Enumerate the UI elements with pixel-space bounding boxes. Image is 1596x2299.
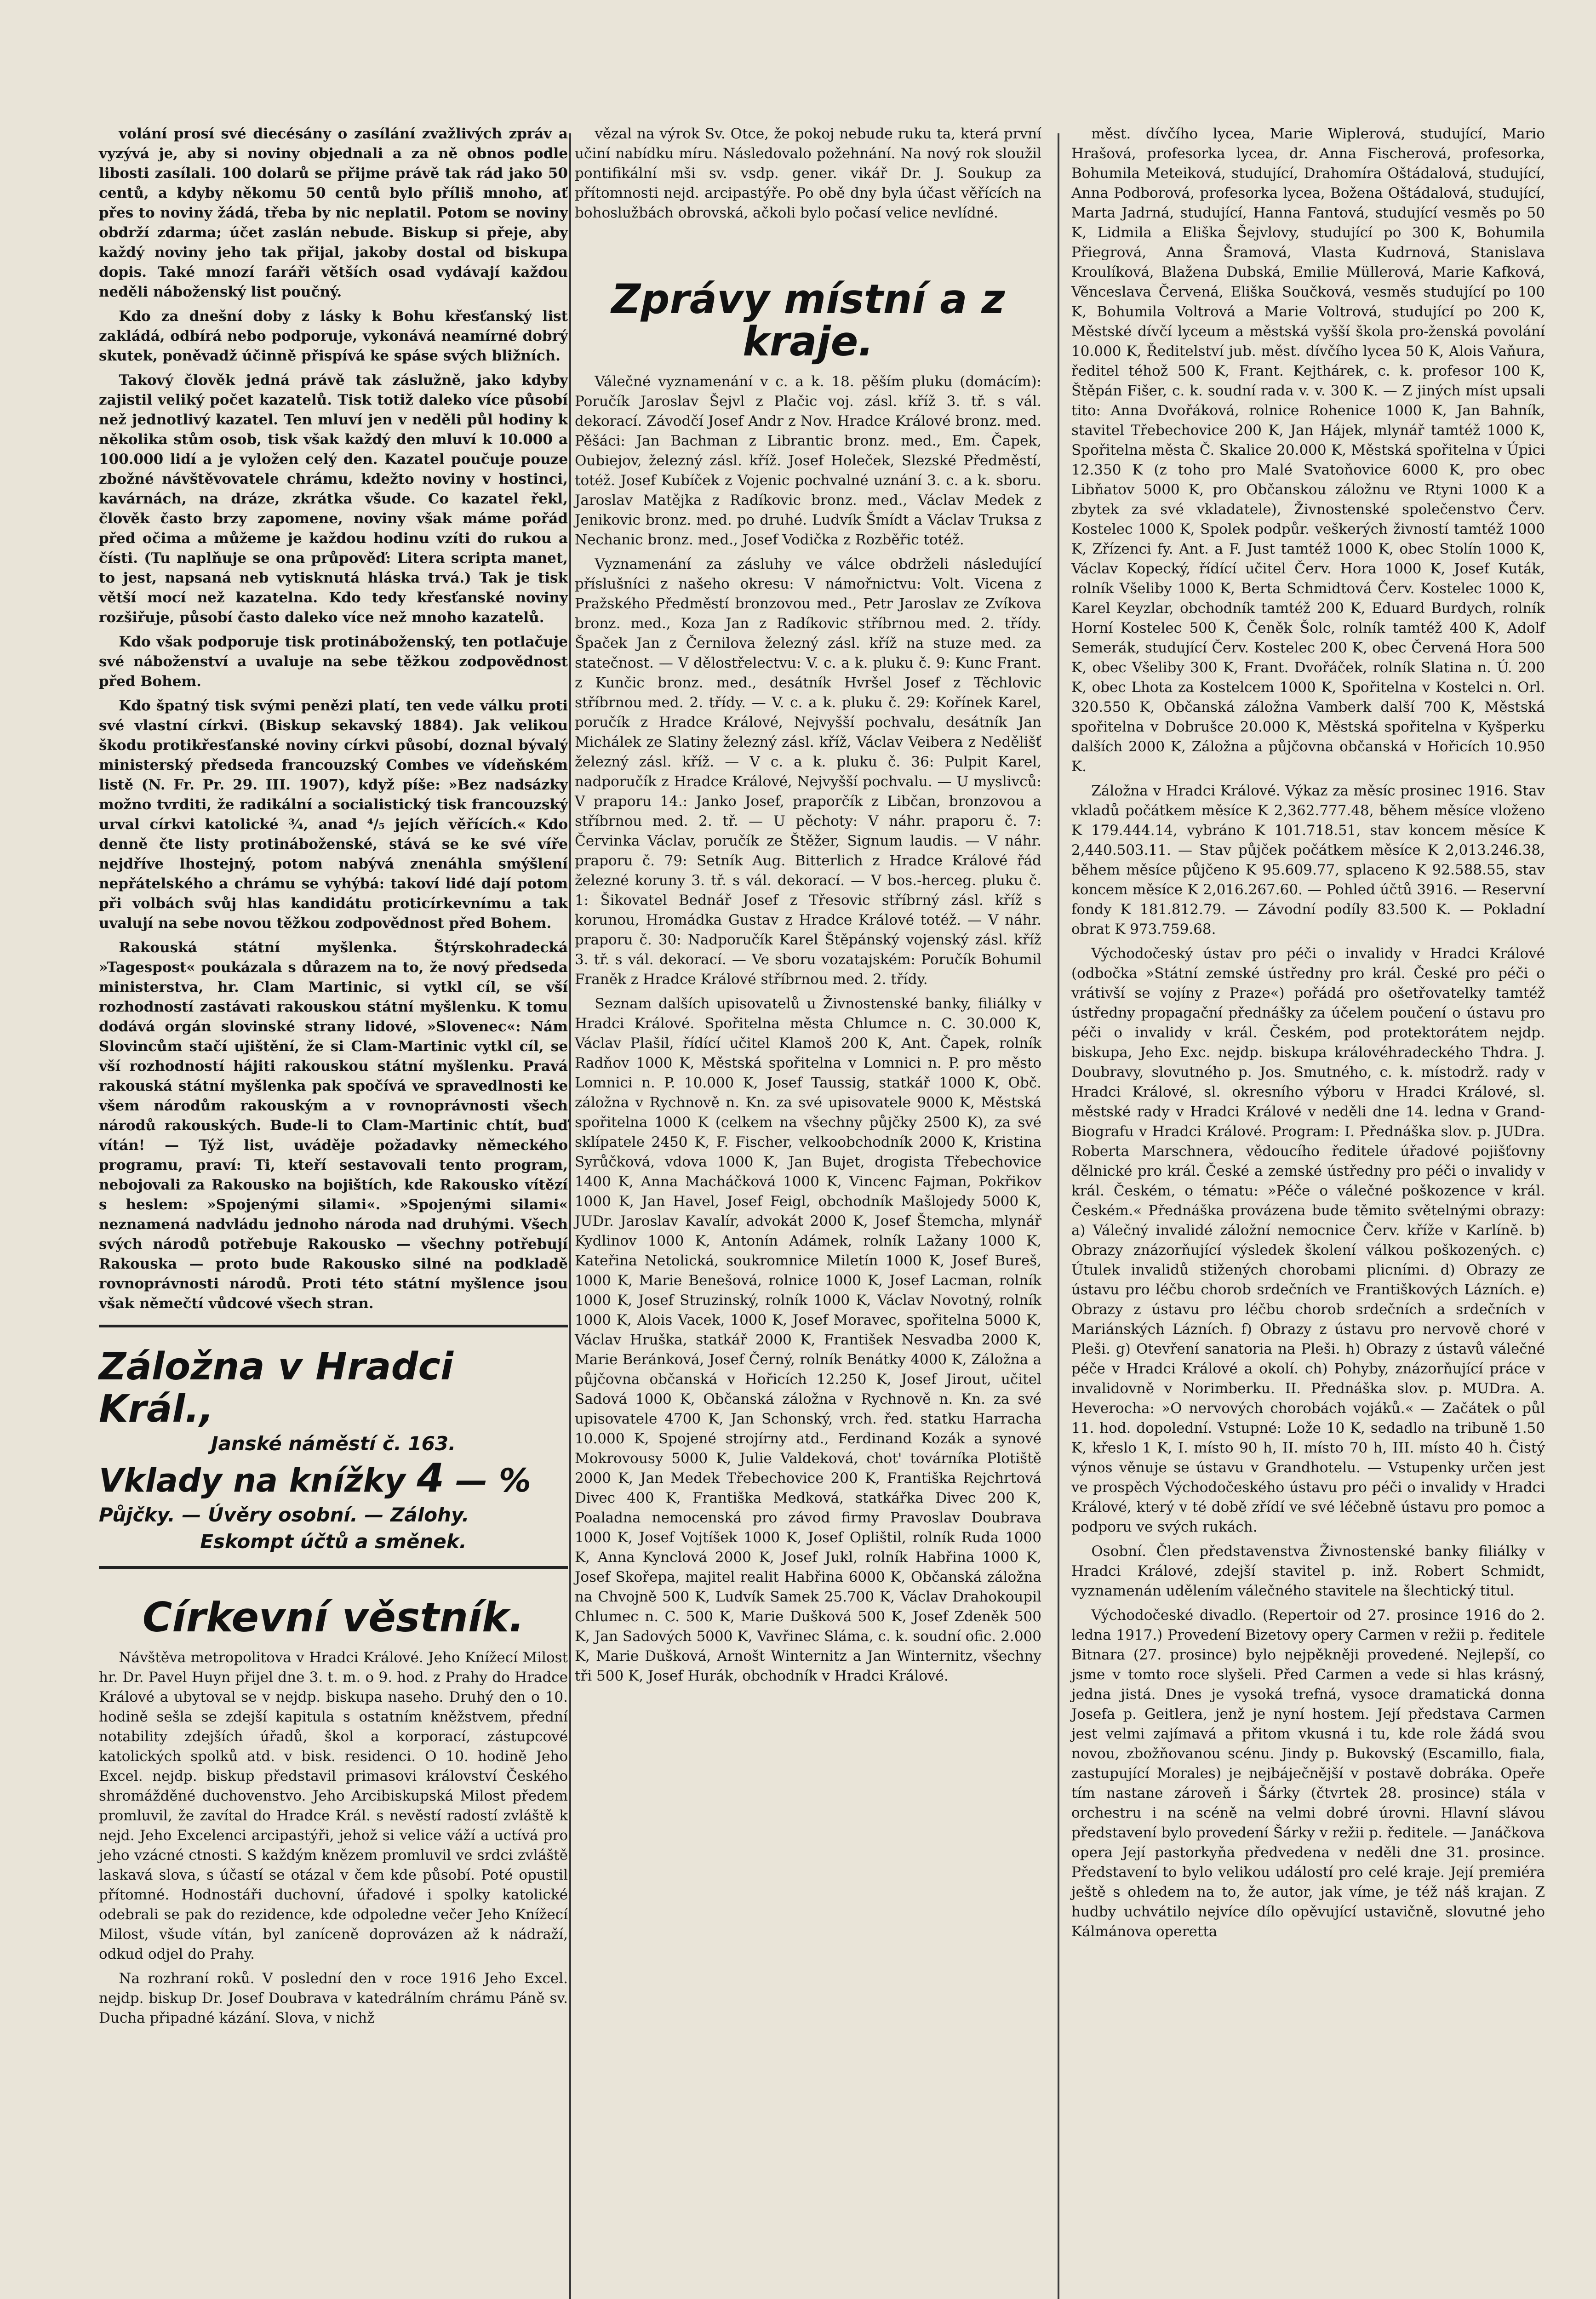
article-paragraph: Východočeské divadlo. (Repertoir od 27. prosince 1916 do 2. ledna 1917.) Provedení Bizetovy opery Carmen v režii p. ředitele Bitnara (27. prosince) bylo nejpěkněji provedené. Nejlepší, co jsme v tomto roce slyšeli. Před Carmen a vede si hlas krásný, jedna jistá. Dnes je vysoká trefná, vysoce dramatická donna Josefa p. Geitlera, jenž je nyní hostem. Její představa Carmen jest velmi zajímavá a přitom vkusná i tu, kde role žádá svou novou, zbožňovanou scénu. Jindy p. Bukovský (Escamillo, fiala, zastupující Morales) je nejbáječnější v postavě dobráka. Opeře tím nastane zároveň i Šárky (čtvrtek 28. prosince) stála v orchestru i na scéně na velmi dobré úrovni. Hlavní slávou představení bylo provedení Šárky v režii p. ředitele. — Janáčkova opera Její pastorkyňa předvedena v neděli dne 31. prosince. Představení to bylo velikou událostí pro celé kraje. Její premiéra ještě s ohledem na to, že autor, jak víme, je též náš krajan. Z hudby uchvátilo nejvíce dílo opěvující ustavičně, slovutné jeho Kálmánova operetta — [1071, 1607, 1545, 1940]
article-paragraph: Osobní. Člen představenstva Živnostenské banky filiálky v Hradci Králové, zdejší stavitel p. inž. Robert Schmidt, vyznamenán udělením válečného stavitele na šlechtický titul. — [1071, 1543, 1545, 1599]
column-rule — [569, 133, 571, 2299]
bank-advertisement — [99, 1346, 568, 1555]
column-1 — [99, 124, 568, 2033]
divider — [99, 1325, 568, 1327]
article-paragraph: Vyznamenání za zásluhy ve válce obdrželi následující příslušníci z našeho okresu: V námořnictvu: Volt. Vicena z Pražského Předměstí bronzovou med., Petr Jaroslav ze Zvíkova bronz. med., Koza Jan z Radíkovic stříbrnou med. 2. třídy. Špaček Jan z Černilova železný zásl. kříž na stuze med. za statečnost. — V dělostřelectvu: V. c. a k. pluku č. 9: Kunc Frant. z Kunčic bronz. med., desátník Hvršel Josef z Těchlovic stříbrnou med. 2. třídy. — V. c. a k. pluku č. 29: Kořínek Karel, poručík z Hradce Králové, Nejvyšší pochvalu, desátník Jan Michálek ze Slatiny železný zásl. kříž, Václav Veibera z Nedělišť železný zásl. kříž. — V c. a k. pluku č. 36: Pulpit Karel, nadporučík z Hradce Králové, Nejvyšší pochvalu. — U myslivců: V praporu 14.: Janko Josef, praporčík z Libčan, bronzovou a stříbrnou med. 2. tř. — U pěchoty: V náhr. praporu č. 7: Červinka Václav, poručík ze Štěžer, Signum laudis. — V náhr. praporu č. 79: Setník Aug. Bitterlich z Hradce Králové řád železné koruny 3. tř. s vál. dekorací. — V bos.-herceg. pluku č. 1: Šikovatel Bednář Josef z Třesovic stříbrný zásl. kříž s korunou, Hromádka Gustav z Hradce Králové totéž. — V náhr. praporu č. 30: Nadporučík Karel Štěpánský vojenský zásl. kříž 3. tř. s vál. dekorací. — Ve sboru vozatajském: Poručík Bohumil Franěk z Hradce Králové stříbrnou med. 2. třídy. — [575, 556, 1041, 988]
ad-discount: Eskompt účtů a směnek. — [200, 1530, 467, 1553]
ad-bank-name: Záložna v Hradci Král., — [99, 1345, 454, 1431]
article-paragraph: Válečné vyznamenání v c. a k. 18. pěším pluku (domácím): Poručík Jaroslav Šejvl z Plačic voj. zásl. kříž 3. tř. s vál. dekorací. Závodčí Josef Andr z Nov. Hradce Králové bronz. med. Pěšáci: Jan Bachman z Librantic bronz. med., Em. Čapek, Oubiejov, železný zásl. kříž. Josef Holeček, Slezské Předměstí, totéž. Josef Kubíček z Vojenic pochvalné uznání 3. c. a k. sboru. Jaroslav Matějka z Radíkovic bronz. med., Václav Medek z Jenikovic bronz. med. po druhé. Ludvík Šmídt a Václav Truksa z Nechanic bronz. med., Josef Vodička z Rozběřic totéž. — [575, 373, 1041, 548]
article-paragraph: Seznam dalších upisovatelů u Živnostenské banky, filiálky v Hradci Králové. Spořitelna města Chlumce n. C. 30.000 K, Václav Plašil, řídící učitel Klamoš 200 K, Ant. Čapek, rolník Radňov 1000 K, Městská spořitelna v Lomnici n. P. pro město Lomnici n. P. 10.000 K, Josef Taussig, statkář 1000 K, Obč. záložna v Rychnově n. Kn. za své upisovatele 9000 K, Městská spořitelna 1000 K (celkem na všechny půjčky 2500 K), za své sklípatele 2450 K, F. Fischer, velkoobchodník 2000 K, Kristina Syrůčková, vdova 1000 K, Jan Bujet, drogista Třebechovice 1400 K, Anna Macháčková 1000 K, Vincenc Fajman, Pokřikov 1000 K, Jan Havel, Josef Feigl, obchodník Mašlojedy 5000 K, JUDr. Jaroslav Kavalír, advokát 2000 K, Josef Štemcha, mlynář Kydlinov 1000 K, Antonín Adámek, rolník Lažany 1000 K, Kateřina Netolická, soukromnice Miletín 1000 K, Josef Bureš, 1000 K, Marie Benešová, rolnice 1000 K, Josef Lacman, rolník 1000 K, Josef Struzinský, rolník 1000 K, Václav Novotný, rolník 1000 K, Alois Vacek, 1000 K, Josef Moravec, spořitelna 5000 K, Václav Hruška, statkář 2000 K, František Nesvadba 2000 K, Marie Beránková, Josef Černý, rolník Benátky 4000 K, Záložna a půjčovna občanská v Hořicích 12.250 K, Josef Jirout, učitel Sadová 1000 K, Občanská záložna v Rychnově n. Kn. za své upisovatele 4700 K, Jan Schonský, vrch. řed. statku Harracha 10.000 K, Spojené strojírny atd., Ferdinand Kozák a synové Mokrovousy 5000 K, Julie Valdeková, chot' továrníka Plotiště 2000 K, Jan Medek Třebechovice 200 K, Františka Rejchrtová Divec 400 K, Františka Medková, statkářka Divec 200 K, Poaladna nemocenská pro závod firmy Pravoslav Doubrava 1000 K, Josef Vojtíšek 1000 K, Josef Oplištil, rolník Ruda 1000 K, Anna Kynclová 2000 K, Josef Jukl, rolník Habřina 1000 K, Josef Skořepa, majitel realit Habřina 6000 K, Občanská záložna na Chvojně 500 K, Ludvík Samek 25.700 K, Václav Drahokoupil Chlumec n. C. 500 K, Marie Dušková 500 K, Josef Zdeněk 500 K, Jan Sadových 5000 K, Vavřinec Sláma, c. k. soudní ofic. 2.000 K, Marie Dušková, Arnošt Winternitz a Jan Winternitz, všechny tři 500 K, Josef Hurák, obchodník v Hradci Králové. — [575, 995, 1041, 1684]
ad-rate-line — [99, 1457, 568, 1502]
article-paragraph: Záložna v Hradci Králové. Výkaz za měsíc prosinec 1916. Stav vkladů počátkem měsíce K 2,362.777.48, během měsíce vloženo K 179.444.14, vybráno K 101.718.51, stav koncem měsíce K 2,440.503.11. — Stav půjček počátkem měsíce K 2,013.246.38, během měsíce půjčeno K 95.609.77, splaceno K 92.588.55, stav koncem měsíce K 2,016.267.60. — Pohled účtů 3916. — Reservní fondy K 181.812.79. — Závodní podíly 83.500 K. — Pokladní obrat K 973.759.68. — [1071, 783, 1545, 938]
local-news-heading: Zprávy místní a z kraje. — [611, 275, 1005, 365]
ad-address: Janské náměstí č. 163. — [211, 1432, 456, 1455]
article-paragraph: měst. dívčího lycea, Marie Wiplerová, studující, Mario Hrašová, profesorka lycea, dr. Anna Fischerová, profesorka, Bohumila Meteiková, studující, Drahomíra Oštádalová, studující, Anna Podborová, profesorka lycea, Božena Oštádalová, studující, Marta Jadrná, studující, Hanna Fantová, studující vesměs po 50 K, Lidmila a Eliška Šejvlovy, studující po 300 K, Bohumila Přiegrová, Anna Šramová, Vlasta Kudrnová, Stanislava Kroulíková, Blažena Dubská, Emilie Müllerová, Marie Kafková, Věnceslava Červená, Eliška Součková, vesměs studující po 100 K, Bohumila Voltrová a Marie Voltrová, studující po 200 K, Městské dívčí lyceum a městská vyšší škola pro-ženská povolání 10.000 K, Ředitelství jub. měst. dívčího lycea 50 K, Alois Vaňura, ředitel téhož 500 K, Frant. Kejthárek, c. k. profesor 100 K, Štěpán Fišer, c. k. soudní rada v. v. 300 K. — Z jiných míst upsali tito: Anna Dvořáková, rolnice Rohenice 1000 K, Jan Bahník, stavitel Třebechovice 200 K, Jan Hájek, mlynář tamtéž 1000 K, Spořitelna města Č. Skalice 20.000 K, Městská spořitelna v Úpici 12.350 K (z toho pro Malé Svatoňovice 6000 K, pro obec Libňatov 5000 K, pro Občanskou záložnu ve Rtyni 1000 K a zbytek za své vkladatele), Živnostenské společenstvo Červ. Kostelec 1000 K, Spolek podpůr. veškerých živností tamtéž 1000 K, Zřízenci fy. Ant. a F. Just tamtéž 1000 K, obec Stolín 1000 K, Václav Kopecký, řídící učitel Červ. Hora 1000 K, Josef Kuták, rolník Všeliby 1000 K, Berta Schmidtová Červ. Kostelec 1000 K, Karel Keyzlar, obchodník tamtéž 200 K, Eduard Burdych, rolník Horní Kostelec 500 K, Čeněk Šolc, rolník tamtéž 400 K, Adolf Semerák, studující Červ. Kostelec 200 K, obec Červená Hora 500 K, obec Všeliby 300 K, Frant. Dvořáček, rolník Slatina n. Ú. 200 K, obec Lhota za Kostelcem 1000 K, Spořitelna v Kostelci n. Orl. 320.550 K, Občanská záložna Vamberk další 700 K, Městská spořitelna v Dobrušce 20.000 K, Městská spořitelna v Kyšperku dalších 2000 K, Záložna a půjčovna občanská v Hořicích 10.950 K. — [1071, 126, 1545, 775]
article-paragraph: Rakouská státní myšlenka. Štýrskohradecká »Tagespost« poukázala s důrazem na to, že nový předseda ministerstva, hr. Clam Martinic, si vytkl cíl, se vší rozhodností zastávati rakouskou státní myšlenku. K tomu dodává orgán slovinské strany lidové, »Slovenec«: Nám Slovincům stačí ujištění, že si Clam-Martinic vytkl cíl, se vší rozhodností hájiti rakouskou státní myšlenku. Pravá rakouská státní myšlenka pak spočívá ve spravedlnosti ke všem národům rakouským a v rovnoprávnosti všech národů rakouských. Bude-li to Clam-Martinic chtít, buď vítán! — Týž list, uváděje požadavky německého programu, praví: Ti, kteří sestavovali tento program, nebojovali za Rakousko na bojištích, kde Rakousko vítězí s heslem: »Spojenými silami«. »Spojenými silami« neznamená nadvládu jednoho národa nad druhými. Všech svých národů potřebuje Rakousko — všechny potřebují Rakouska — proto bude Rakousko silné na podkladě rovnoprávnosti národů. Proti této státní myšlence jsou však němečtí vůdcové všech stran. — [99, 939, 568, 1312]
column-3 — [1071, 124, 1545, 1946]
church-bulletin-heading: Církevní věstník. — [142, 1594, 525, 1641]
article-paragraph: Kdo za dnešní doby z lásky k Bohu křesťanský list zakládá, odbírá nebo podporuje, vykonává neamírné dobrý skutek, poněvadž účinně přispívá ke spáse svých bližních. — [99, 308, 568, 364]
article-paragraph: Na rozhraní roků. V poslední den v roce 1916 Jeho Excel. nejdp. biskup Dr. Josef Doubrava v katedrálním chrámu Páně sv. Ducha připadné kázání. Slova, v nichž — [99, 1970, 568, 2026]
divider — [99, 1566, 568, 1569]
ad-loans: Půjčky. — Úvěry osobní. — Zálohy. — [99, 1504, 469, 1526]
ad-rate: 4 — [417, 1455, 445, 1501]
article-paragraph: Návštěva metropolitova v Hradci Králové. Jeho Knížecí Milost hr. Dr. Pavel Huyn přijel dne 3. t. m. o 9. hod. z Prahy do Hradce Králové a ubytoval se v nejdp. biskupa naseho. Druhý den o 10. hodině sešla se zdejší kapitula s ostatním kněžstvem, přední notability zdejších úřadů, škol a korporací, zástupcové katolických spolků atd. v bisk. residenci. O 10. hodině Jeho Excel. nejdp. biskup představil primasovi království Českého shromážděné duchovenstvo. Jeho Arcibiskupská Milost předem promluvil, že zavítal do Hradce Král. s nevěstí radostí zvláště k nejd. Jeho Excelenci arcipastýři, jehož si velice váží a uctívá pro jeho vzácné ctnosti. S každým knězem promluvil ve srdci zvláště laskavá slova, s účastí se otázal v čem kde působí. Poté opustil přítomné. Hodnostáři duchovní, úřadové i spolky katolické odebrali se pak do rezidence, kde odpoledne večer Jeho Knížecí Milost, všude vítán, byl zaníceně doprovázen až k nádraží, odkud odjel do Prahy. — [99, 1649, 568, 1962]
article-paragraph: Kdo špatný tisk svými penězi platí, ten vede válku proti své vlastní církvi. (Biskup sekavský 1884). Jak velikou škodu protikřesťanské noviny církvi působí, doznal bývalý ministerský předseda francouzský Combes ve vídeňském listě (N. Fr. Pr. 29. III. 1907), když píše: »Bez nadsázky možno tvrditi, že radikální a socialistický tisk francouzský urval církvi katolické ¾, anad ⁴/₅ jejích věřících.« Kdo denně čte listy protináboženské, stává se ke své víře nejdříve lhostejný, potom nabývá znenáhla smýšlení nepřátelského a chrámu se vyhýbá: takoví lidé dají potom při volbách svůj hlas kandidátu proticírkevnímu a tak uvalují na sebe novou těžkou zodpovědnost před Bohem. — [99, 698, 568, 932]
column-rule — [1058, 133, 1059, 2299]
article-paragraph: volání prosí své diecésány o zasílání zvažlivých zpráv a vyzývá je, aby si noviny objednali a za ně obnos podle libosti zasílali. 100 dolarů se přijme právě tak rád jako 50 centů, a kdyby někomu 50 centů bylo příliš mnoho, ať přes to noviny žádá, třeba by nic neplatil. Potom se noviny obdrží zdarma; účet zaslán nebude. Biskup si přeje, aby každý noviny jeho tak přijal, jakoby dostal od biskupa dopis. Také mnozí faráři větších osad vydávají každou neděli náboženský list poučný. — [99, 126, 568, 300]
ad-rate-rest: — % — [455, 1462, 531, 1499]
article-paragraph: Takový člověk jedná právě tak záslužně, jako kdyby zajistil veliký počet kazatelů. Tisk totiž daleko více působí než jednotlivý kazatel. Ten mluví jen v neděli půl hodiny k několika stům osob, tisk však každý den mluví k 10.000 a 100.000 lidí a je vyložen celý den. Kazatel poučuje pouze zbožné návštěvovatele chrámu, kdežto noviny v hostinci, kavárnách, na dráze, zkrátka všude. Co kazatel řekl, člověk často brzy zapomene, noviny však máme pořád před očima a můžeme je každou hodinu vzíti do rukou a čísti. (Tu naplňuje se ona průpověď: Litera scripta manet, to jest, napsaná neb vytisknutá hláska trvá.) Tak je tisk větší mocí než kazatelna. Kdo tedy křesťanské noviny rozšiřuje, působí často daleko více než mnoho kazatelů. — [99, 372, 568, 626]
article-paragraph: Východočeský ústav pro péči o invalidy v Hradci Králové (odbočka »Státní zemské ústředny pro král. České pro péči o vrátivší se vojíny z Praze«) pořádá pro ošetřovatelky tamtéž ústředny propagační přednášky za účelem poučení o ústavu pro péči o invalidy v král. Českém, pod protektorátem nejdp. biskupa, Jeho Exc. nejdp. biskupa královéhradeckého Thdra. J. Doubravy, slovutného p. Jos. Smutného, c. k. místodrž. rady v Hradci Králové, sl. okresního výboru v Hradci Králové, sl. městské rady v Hradci Králové v neděli dne 14. ledna v Grand-Biografu v Hradci Králové. Program: I. Přednáška slov. p. JUDra. Roberta Marschnera, vědoucího ředitele úřadové pojišťovny dělnické pro král. České a zemské ústředny pro péči o invalidy v král. Českém, o tématu: »Péče o válečné poškozence v král. Českém.« Přednáška provázena bude těmito světelnými obrazy: a) Válečný invalidé záložní nemocnice Červ. kříže v Karlíně. b) Obrazy znázorňující výsledek školení válkou poškozených. c) Útulek invalidů stižených chorobami plicními. d) Obrazy ze ústavu pro léčbu chorob srdečních ve Františkových Lázních. e) Obrazy z ústavu pro léčbu chorob srdečních a srdečních v Mariánských Lázních. f) Obrazy z ústavu pro nervově choré v Pleši. g) Otevření sanatoria na Pleši. h) Obrazy z ústavů válečné péče v Hradci Králové a okolí. ch) Pohyby, znázorňující práce v invalidovně v Norimberku. II. Přednáška slov. p. MUDra. A. Heverocha: »O nervových chorobách vojáků.« — Začátek o půl 11. hod. dopolední. Vstupné: Lože 10 K, sedadlo na tribuně 1.50 K, křeslo 1 K, I. místo 90 h, II. místo 70 h, III. místo 40 h. Čistý výnos věnuje se ústavu v Grandhotelu. — Vstupenky určen jest ve prospěch Východočeského ústavu pro péči o invalidy v Hradci Králové, který v té době zřídí ve své léčebně ústavu pro pomoc a podporu ve svých rukách. — [1071, 945, 1545, 1535]
article-paragraph: vězal na výrok Sv. Otce, že pokoj nebude ruku ta, která první učiní nabídku míru. Následovalo požehnání. Na nový rok sloužil pontifikální mši sv. vsdp. gener. vikář Dr. J. Soukup za přítomnosti nejd. arcipastýře. Po obě dny byla účast věřících na bohoslužbách obrovská, ačkoli bylo počasí velice nevlídné. — [575, 126, 1041, 221]
ad-deposits: Vklady na knížky — [99, 1462, 406, 1499]
column-2 — [575, 124, 1041, 1691]
article-paragraph: Kdo však podporuje tisk protináboženský, ten potlačuje své náboženství a uvaluje na sebe těžkou zodpovědnost před Bohem. — [99, 634, 568, 690]
